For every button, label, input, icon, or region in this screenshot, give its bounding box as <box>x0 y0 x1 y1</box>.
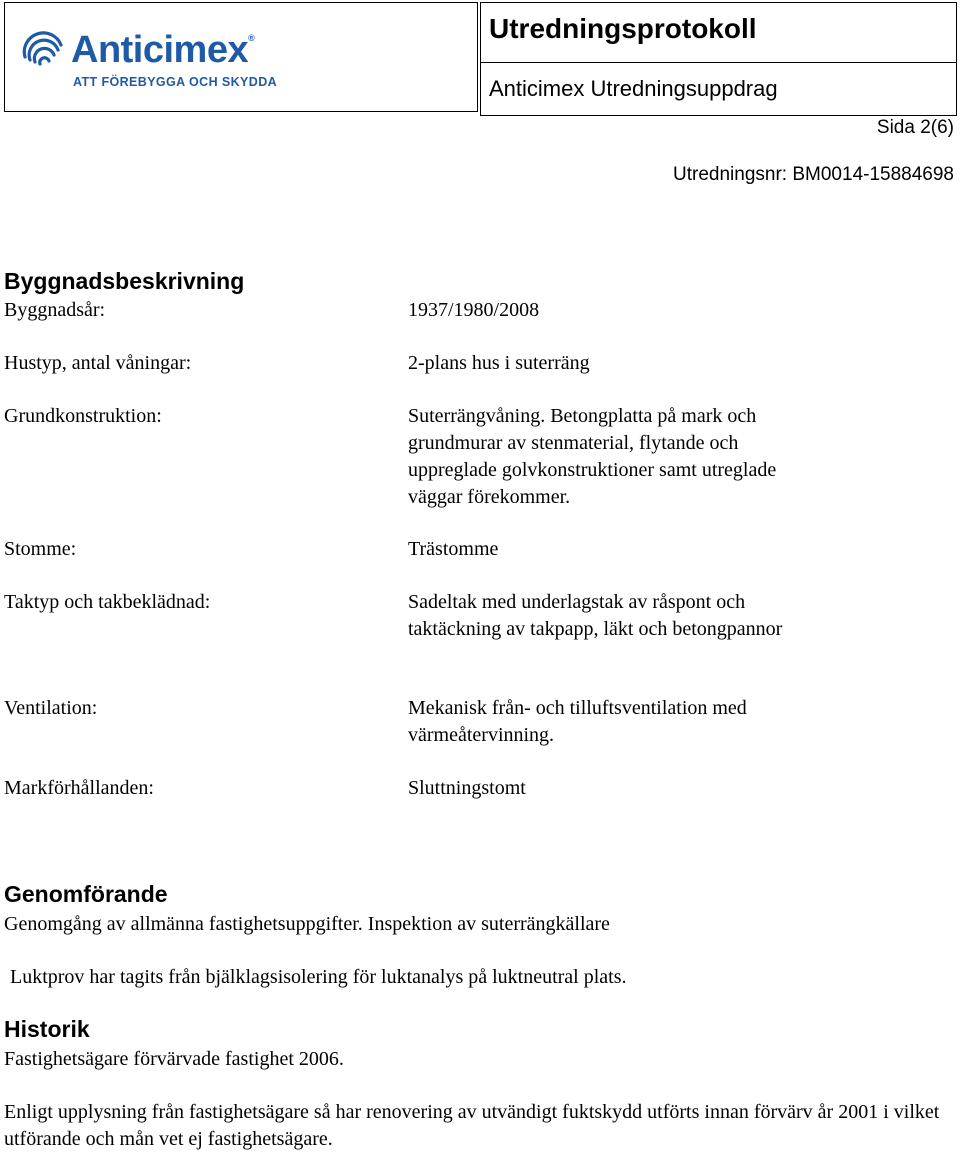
document-subtitle: Anticimex Utredningsuppdrag <box>489 76 778 101</box>
history-paragraph: Fastighetsägare förvärvade fastighet 2006. <box>4 1048 344 1070</box>
logo-wordmark: Anticimex® <box>71 29 255 71</box>
building-heading: Byggnadsbeskrivning <box>4 268 245 294</box>
anticimex-logo-icon <box>21 31 67 71</box>
subtitle-box <box>480 62 957 116</box>
title-box <box>480 2 957 63</box>
row-value: 2-plans hus i suterräng <box>408 352 590 374</box>
row-label: Grundkonstruktion: <box>4 405 162 427</box>
row-value: Sadeltak med underlagstak av råspont och taktäckning av takpapp, läkt och betongpannor <box>408 591 783 640</box>
row-value: 1937/1980/2008 <box>408 299 540 321</box>
row-value: Sluttningstomt <box>408 777 526 799</box>
row-label: Hustyp, antal våningar: <box>4 352 192 374</box>
document-header <box>4 2 956 114</box>
execution-paragraph: Genomgång av allmänna fastighetsuppgifter. Inspektion av suterrängkällare <box>4 913 610 935</box>
row-label: Taktyp och takbeklädnad: <box>4 591 211 613</box>
execution-heading: Genomförande <box>4 881 168 907</box>
history-heading: Historik <box>4 1016 90 1042</box>
row-label: Stomme: <box>4 538 77 560</box>
row-label: Markförhållanden: <box>4 777 154 799</box>
history-paragraph: Enligt upplysning från fastighetsägare så har renovering av utvändigt fuktskydd utförts innan förvärv år 2001 i vilket utförande och mån vet ej fastighetsägare. <box>4 1101 940 1150</box>
execution-paragraph: Luktprov har tagits från bjälklagsisolering för luktanalys på luktneutral plats. <box>10 966 627 988</box>
page-number: Sida 2(6) <box>876 117 954 138</box>
logo-tagline: ATT FÖREBYGGA OCH SKYDDA <box>73 75 278 89</box>
row-label: Byggnadsår: <box>4 299 106 321</box>
document-title: Utredningsprotokoll <box>489 13 757 44</box>
logo-box <box>4 2 478 112</box>
row-value: Mekanisk från- och tilluftsventilation med värmeåtervinning. <box>408 697 747 746</box>
row-label: Ventilation: <box>4 697 98 719</box>
row-value: Trästomme <box>408 538 499 560</box>
reference-number: Utredningsnr: BM0014-15884698 <box>673 164 954 185</box>
row-value: Suterrängvåning. Betongplatta på mark och grundmurar av stenmaterial, flytande och uppreglade golvkonstruktioner samt utreglade väggar förekommer. <box>408 405 777 508</box>
